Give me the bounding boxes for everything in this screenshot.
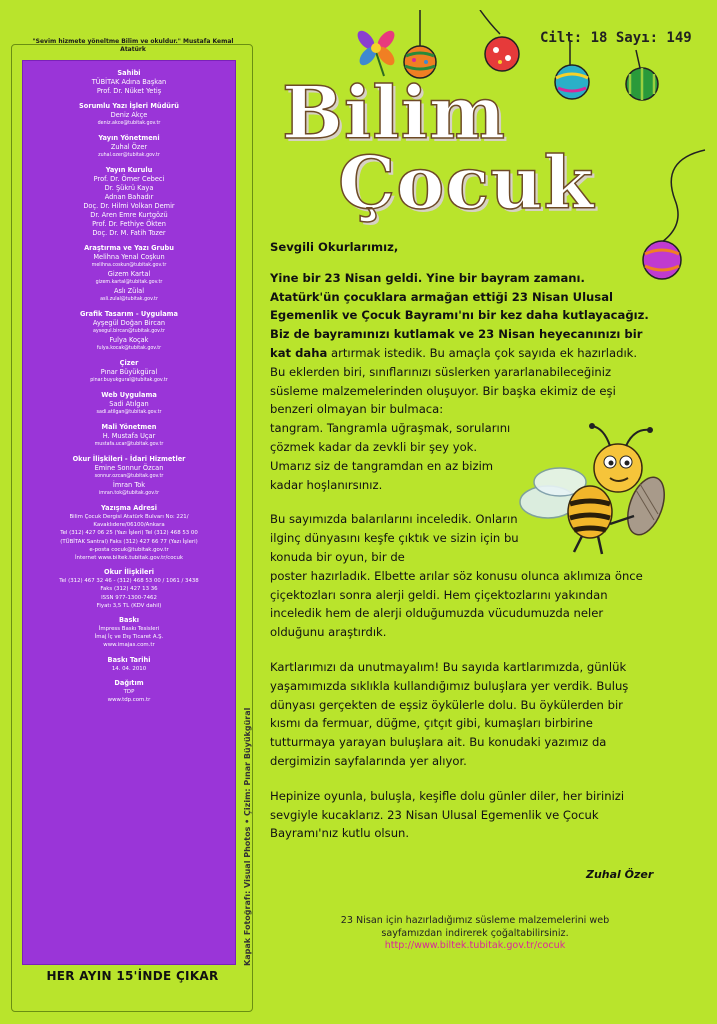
signature: Zuhal Özer — [586, 868, 654, 881]
issue-number: Cilt: 18 Sayı: 149 — [540, 30, 692, 46]
masthead-name: Pınar Büyükgüral — [100, 368, 158, 376]
masthead-mail[interactable]: imran.tok@tubitak.gov.tr — [98, 491, 160, 496]
ornament-ball-icon — [480, 10, 519, 71]
masthead-group — [23, 310, 235, 353]
letter-paragraph-3: Kartlarımızı da unutmayalım! Bu sayıda kartlarımızda, günlük yaşamımızda sıklıkla kullandığımız buluşlara yer verdik. Buluş dünyası gerçekten de eşsiz öykülerle dolu. Bu öykülerden bir kısmı da fermuar, düğme, çıtçıt gibi, kumaşları birbirine tutturmaya yarayan buluşlara ait. Bu konudaki yazımız da dergimizin sayfalarında yer alıyor. — [270, 659, 629, 768]
masthead-small: Bilim Çocuk Dergisi Atatürk Bulvarı No: 221/ — [69, 514, 189, 520]
ornament-ball-icon — [626, 50, 658, 100]
masthead-group — [23, 69, 235, 96]
masthead-group — [23, 568, 235, 610]
masthead-small: İmaj İç ve Dış Ticaret A.Ş. — [94, 634, 164, 641]
masthead-name: Doç. Dr. M. Fatih Tozer — [92, 229, 166, 237]
masthead-small: www.tdp.com.tr — [107, 697, 151, 704]
masthead-title: Baskı Tarihi — [107, 655, 151, 664]
masthead-title: Sahibi — [117, 69, 141, 77]
letter-p1-tail: tangram. Tangramla uğraşmak, sorularını çözmek kadar da zevkli bir şey yok. Umarız siz de tangramdan en az bizim kadar hoşlanırsınız. — [270, 421, 511, 492]
masthead-name: Adnan Bahadır — [104, 193, 154, 201]
masthead-small: Tel (312) 427 06 25 (Yazı İşleri) Tel (312) 468 53 00 — [60, 530, 198, 537]
masthead-name: H. Mustafa Uçar — [102, 432, 156, 440]
logo-cocuk: Çocuk — [338, 140, 595, 225]
masthead-group — [23, 391, 235, 417]
masthead-title: Web Uygulama — [101, 391, 157, 399]
website-link[interactable]: http://www.biltek.tubitak.gov.tr/cocuk — [384, 940, 566, 952]
masthead-mail[interactable]: fulya.kocak@tubitak.gov.tr — [96, 346, 162, 351]
masthead-title: Çizer — [119, 359, 139, 367]
ornament-ball-icon — [404, 10, 436, 78]
masthead-name: Fulya Koçak — [109, 336, 149, 344]
masthead-name: Zuhal Özer — [110, 143, 148, 151]
masthead-name: Emine Sonnur Özcan — [94, 464, 164, 472]
masthead-mail[interactable]: aysegul.bircan@tubitak.gov.tr — [92, 329, 166, 334]
letter-p1-bold: Yine bir 23 Nisan geldi. Yine bir bayram zamanı. Atatürk'ün çocuklara armağan ettiği 23 Nisan Ulusal Egemenlik ve Çocuk Bayramı'nı bir kez daha kutlayacağız. Biz de bayramınızı kutlamak ve 23 Nisan heyecanınızı bir kat daha — [270, 270, 649, 360]
masthead-small: İnternet www.biltek.tubitak.gov.tr/cocuk — [74, 555, 184, 562]
masthead-group — [23, 656, 235, 673]
masthead-name: Doç. Dr. Hilmi Volkan Demir — [83, 202, 175, 210]
masthead-title: Okur İlişkileri — [103, 568, 155, 577]
masthead-name: Ayşegül Doğan Bircan — [92, 319, 166, 327]
masthead-mail[interactable]: zuhal.ozer@tubitak.gov.tr — [98, 153, 160, 158]
masthead-mail[interactable]: pinar.buyukgural@tubitak.gov.tr — [90, 378, 168, 383]
letter-paragraph-4: Hepinize oyunla, buluşla, keşifle dolu günler diler, her birinizi sevgiyle kucaklarız. 23 Nisan Ulusal Egemenlik ve Çocuk Bayramı'nız kutlu olsun. — [270, 788, 625, 841]
publication-frequency: HER AYIN 15'İNDE ÇIKAR — [46, 969, 219, 983]
note-line-2: sayfamızdan indirerek çoğaltabilirsiniz. — [381, 927, 569, 939]
letter-salutation: Sevgili Okurlarımız, — [270, 240, 399, 254]
masthead-mail[interactable]: sadi.atilgan@tubitak.gov.tr — [96, 410, 162, 415]
masthead-mail[interactable]: deniz.akce@tubitak.gov.tr — [97, 121, 161, 126]
masthead-group — [23, 616, 235, 650]
masthead-name: Prof. Dr. Ömer Cebeci — [93, 175, 165, 183]
masthead-small: www.imajas.com.tr — [103, 642, 155, 649]
masthead-title: Okur İlişkileri - İdari Hizmetler — [72, 455, 186, 463]
flower-icon — [354, 28, 397, 76]
logo-bilim: Bilim — [282, 70, 507, 155]
masthead-small: (TÜBİTAK Santral) Faks (312) 427 66 77 (Yazı İşleri) — [60, 538, 198, 545]
cover-credit: Kapak Fotoğrafı: Visual Photos • Çizim: Pınar Büyükgüral — [243, 707, 252, 966]
masthead-mail[interactable]: gizem.kartal@tubitak.gov.tr — [95, 280, 163, 285]
masthead-name: Dr. Şükrü Kaya — [104, 184, 154, 192]
masthead-sidebar — [22, 60, 236, 965]
masthead-name: İmran Tok — [112, 481, 146, 489]
masthead-group — [23, 166, 235, 238]
letter-p1-rest: artırmak istedik. Bu amaçla çok sayıda ek hazırladık. Bu eklerden biri, sınıflarınızı süslerken yararlanabileceğiniz süsleme malzemelerinden oluşuyor. Bir başka ekimiz de eşi benzeri olmayan bir bulmaca: — [270, 345, 638, 417]
masthead-small: Kavaklıdere/06100/Ankara — [93, 522, 165, 529]
bee-illustration — [518, 420, 674, 560]
masthead-name: TÜBİTAK Adına Başkan — [91, 78, 167, 86]
masthead-small: Fiyatı 3,5 TL (KDV dahil) — [96, 602, 162, 609]
masthead-name: Sadi Atılgan — [109, 400, 149, 408]
masthead-title: Grafik Tasarım - Uygulama — [80, 310, 178, 318]
masthead-title: Sorumlu Yazı İşleri Müdürü — [79, 102, 179, 110]
masthead-title: Baskı — [118, 616, 140, 625]
masthead-small: Tel (312) 467 32 46 - (312) 468 53 00 / 1061 / 3438 — [59, 578, 199, 585]
note-line-1: 23 Nisan için hazırladığımız süsleme malzemelerini web — [340, 915, 610, 926]
masthead-small: İmpress Baskı Tesisleri — [98, 626, 160, 633]
masthead-group — [23, 504, 235, 562]
masthead-mail[interactable]: asli.zulal@tubitak.gov.tr — [100, 297, 158, 302]
masthead-name: Dr. Aren Emre Kurtgözü — [90, 211, 168, 219]
masthead-group — [23, 455, 235, 498]
masthead-name: Gizem Kartal — [107, 270, 151, 278]
masthead-title: Mali Yönetmen — [101, 423, 157, 431]
letter-p2-narrow: Bu sayımızda balarılarını inceledik. Onların ilginç dünyasını keşfe çıktık ve sizin için bu konuda bir oyun, bir de — [270, 512, 519, 564]
masthead-name: Prof. Dr. Nüket Yetiş — [96, 87, 162, 95]
masthead-small: 14. 04. 2010 — [111, 665, 147, 672]
masthead-name: Aslı Zülal — [113, 287, 145, 295]
masthead-group — [23, 134, 235, 160]
ataturk-quote: "Sevim hizmete yöneltme Bilim ve okuldur." Mustafa Kemal Atatürk — [32, 38, 234, 53]
masthead-small: e-posta cocuk@tubitak.gov.tr — [89, 546, 169, 553]
masthead-name: Deniz Akçe — [110, 111, 148, 119]
masthead-title: Yayın Kurulu — [105, 166, 153, 174]
masthead-mail[interactable]: mustafa.ucar@tubitak.gov.tr — [94, 442, 164, 447]
masthead-name: Prof. Dr. Fethiye Ökten — [92, 220, 166, 228]
letter-p2-rest: poster hazırladık. Elbette arılar söz konusu olunca aklımıza önce çiçektozları sonra alerji geldi. Hem çiçektozlarını yakından inceledik hem de alerji olduğumuzda vücudumuzda neler olduğunu araştırdık. — [270, 568, 643, 640]
masthead-small: Faks (312) 427 13 36 — [100, 586, 158, 593]
masthead-group — [23, 679, 235, 704]
masthead-group — [23, 102, 235, 128]
masthead-group — [23, 423, 235, 449]
masthead-group — [23, 244, 235, 304]
masthead-mail[interactable]: melihna.coskun@tubitak.gov.tr — [91, 263, 167, 268]
masthead-title: Yayın Yönetmeni — [98, 134, 160, 142]
masthead-small: ISSN 977-1300-7462 — [101, 594, 157, 601]
masthead-mail[interactable]: sonnur.ozcan@tubitak.gov.tr — [94, 474, 164, 479]
masthead-name: Melihna Yenal Coşkun — [93, 253, 165, 261]
ornament-ball-icon — [555, 40, 589, 99]
download-note — [300, 915, 650, 953]
masthead-title: Yazışma Adresi — [101, 504, 157, 512]
masthead-small: TDP — [123, 688, 135, 695]
masthead-title: Araştırma ve Yazı Grubu — [84, 244, 174, 252]
masthead-group — [23, 359, 235, 385]
masthead-title: Dağıtım — [114, 678, 144, 687]
